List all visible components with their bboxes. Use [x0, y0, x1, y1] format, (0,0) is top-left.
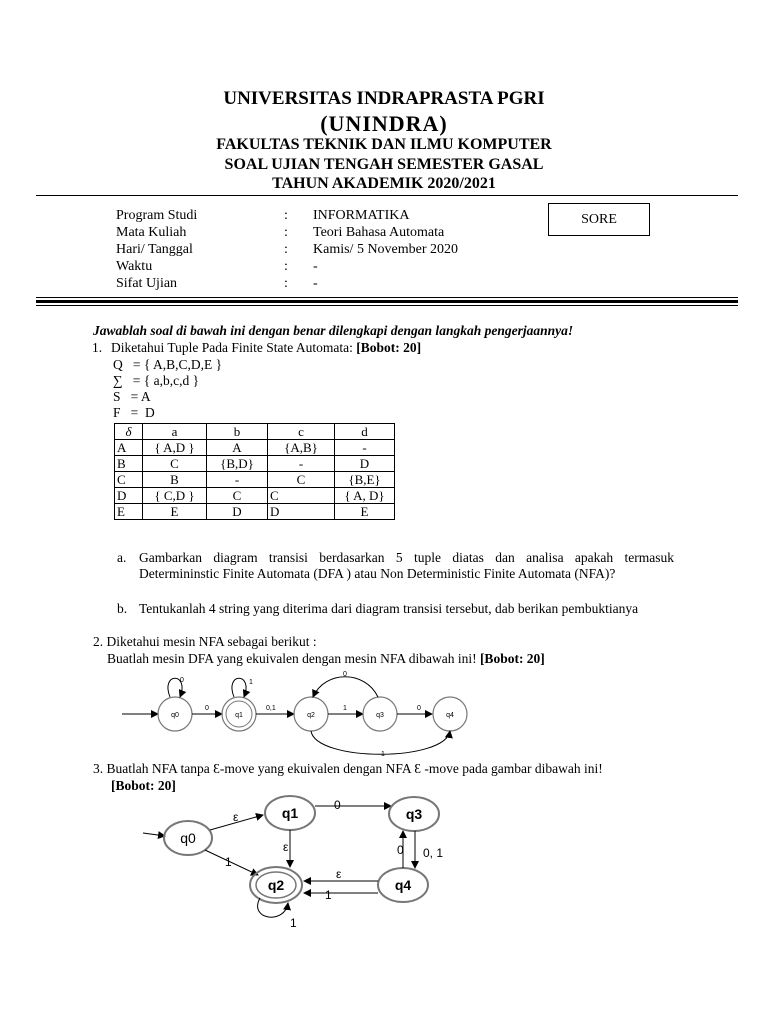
table-cell: C: [143, 456, 207, 472]
table-cell: D: [207, 504, 268, 520]
q2-edge-label: 0: [205, 705, 209, 712]
table-cell: B: [143, 472, 207, 488]
table-header-cell: c: [268, 424, 335, 440]
info-colon: :: [284, 242, 288, 257]
q3-edge-label: 1: [325, 888, 332, 902]
q2-edge-label: 0: [417, 705, 421, 712]
info-value: -: [313, 259, 318, 274]
table-cell: { C,D }: [143, 488, 207, 504]
q3-edge-label: 0: [334, 798, 341, 812]
university-abbrev: (UNINDRA): [320, 111, 448, 136]
info-value: Kamis/ 5 November 2020: [313, 242, 459, 257]
table-cell: -: [207, 472, 268, 488]
q1-intro: Diketahui Tuple Pada Finite State Automata:: [111, 340, 357, 355]
tuple-final: F = D: [113, 405, 155, 420]
q2-state-label: q4: [446, 712, 454, 719]
q3-edge-label: 1: [290, 916, 297, 930]
table-cell: C: [268, 472, 335, 488]
q3-edge-label: ε: [233, 810, 239, 824]
q1-bobot: [Bobot: 20]: [356, 340, 422, 355]
university-name: UNIVERSITAS INDRAPRASTA PGRI: [223, 88, 545, 109]
table-cell: E: [115, 504, 143, 520]
table-header-cell: b: [207, 424, 268, 440]
info-label: Sifat Ujian: [116, 276, 178, 291]
table-cell: C: [207, 488, 268, 504]
table-cell: {B,E}: [335, 472, 395, 488]
info-value: -: [313, 276, 318, 291]
info-colon: :: [284, 225, 288, 240]
instruction: Jawablah soal di bawah ini dengan benar dilengkapi dengan langkah pengerjaannya!: [93, 323, 574, 338]
tuple-sigma: ∑ = { a,b,c,d }: [113, 373, 200, 388]
info-colon: :: [284, 208, 288, 223]
q2-edge-label: 0: [180, 677, 184, 684]
table-cell: {B,D}: [207, 456, 268, 472]
info-label: Mata Kuliah: [116, 225, 187, 240]
table-cell: -: [335, 440, 395, 456]
table-cell: { A,D }: [143, 440, 207, 456]
table-cell: D: [335, 456, 395, 472]
q1-number: 1.: [92, 340, 103, 355]
q2-bobot: [Bobot: 20]: [479, 651, 545, 666]
info-label: Hari/ Tanggal: [116, 242, 193, 257]
q2-edge-label: 0,1: [266, 705, 276, 712]
faculty-name: FAKULTAS TEKNIK DAN ILMU KOMPUTER: [216, 136, 552, 153]
q1a-label: a.: [117, 550, 127, 565]
q3-edge-label: 0, 1: [423, 846, 444, 860]
q3-state-label: q4: [394, 877, 412, 893]
info-colon: :: [284, 276, 288, 291]
tuple-q: Q = { A,B,C,D,E }: [113, 357, 223, 372]
q3-edge-label: ε: [336, 867, 342, 881]
table-cell: E: [143, 504, 207, 520]
q2-edge-label: 1: [381, 751, 385, 758]
q3-state-label: q0: [180, 830, 196, 846]
table-header-cell: d: [335, 424, 395, 440]
session-box: SORE: [548, 203, 650, 236]
exam-title: SOAL UJIAN TENGAH SEMESTER GASAL: [224, 156, 544, 173]
academic-year: TAHUN AKADEMIK 2020/2021: [272, 175, 496, 192]
table-cell: E: [335, 504, 395, 520]
q3-text: 3. Buatlah NFA tanpa Ɛ-move yang ekuivalen dengan NFA Ɛ -move pada gambar dibawah ini!: [93, 761, 603, 776]
q3-state-label: q1: [281, 805, 299, 821]
q2-state-label: q2: [307, 712, 315, 719]
q1b-text: Tentukanlah 4 string yang diterima dari diagram transisi tersebut, dab berikan pembuktianya: [139, 601, 639, 616]
q2-state-label: q3: [376, 712, 384, 719]
table-cell: A: [115, 440, 143, 456]
info-colon: :: [284, 259, 288, 274]
tuple-start: S = A: [113, 389, 151, 404]
info-value: Teori Bahasa Automata: [313, 225, 445, 240]
table-cell: D: [115, 488, 143, 504]
q2-text: 2. Diketahui mesin NFA sebagai berikut :: [93, 634, 317, 649]
q3-edge-label: 1: [225, 855, 232, 869]
q1b-label: b.: [117, 601, 128, 616]
q3-start-arrow: [143, 833, 165, 836]
info-value: INFORMATIKA: [313, 208, 410, 223]
q2-instruction-text: Buatlah mesin DFA yang ekuivalen dengan mesin NFA dibawah ini!: [107, 651, 480, 666]
q2-edge-label: 1: [249, 679, 253, 686]
q2-edge-label: 1: [343, 705, 347, 712]
table-cell: B: [115, 456, 143, 472]
table-header-cell: δ: [115, 424, 143, 440]
q2-state-label: q0: [171, 712, 179, 719]
q3-state-label: q2: [267, 877, 285, 893]
q2-loop-q1: [232, 678, 246, 697]
table-cell: D: [268, 504, 335, 520]
info-label: Program Studi: [116, 208, 198, 223]
table-cell: { A, D}: [335, 488, 395, 504]
table-cell: -: [268, 456, 335, 472]
table-cell: C: [115, 472, 143, 488]
q2-edge-q3-q2: [313, 677, 378, 697]
q3-edge-label: 0: [397, 843, 404, 857]
info-label: Waktu: [116, 259, 153, 274]
q2-state-label: q1: [235, 712, 243, 719]
q3-edge-label: ε: [283, 840, 289, 854]
q2-edge-label: 0: [343, 671, 347, 678]
q1a-text: Gambarkan diagram transisi berdasarkan 5 tuple diatas dan analisa apakah termasuk Determininstic Finite Automata (DFA ) atau Non Deterministic Finite Automata (NFA)?: [139, 550, 674, 581]
table-cell: A: [207, 440, 268, 456]
table-cell: C: [268, 488, 335, 504]
table-cell: {A,B}: [268, 440, 335, 456]
q3-state-label: q3: [405, 806, 423, 822]
table-header-cell: a: [143, 424, 207, 440]
q3-bobot: [Bobot: 20]: [111, 778, 176, 793]
